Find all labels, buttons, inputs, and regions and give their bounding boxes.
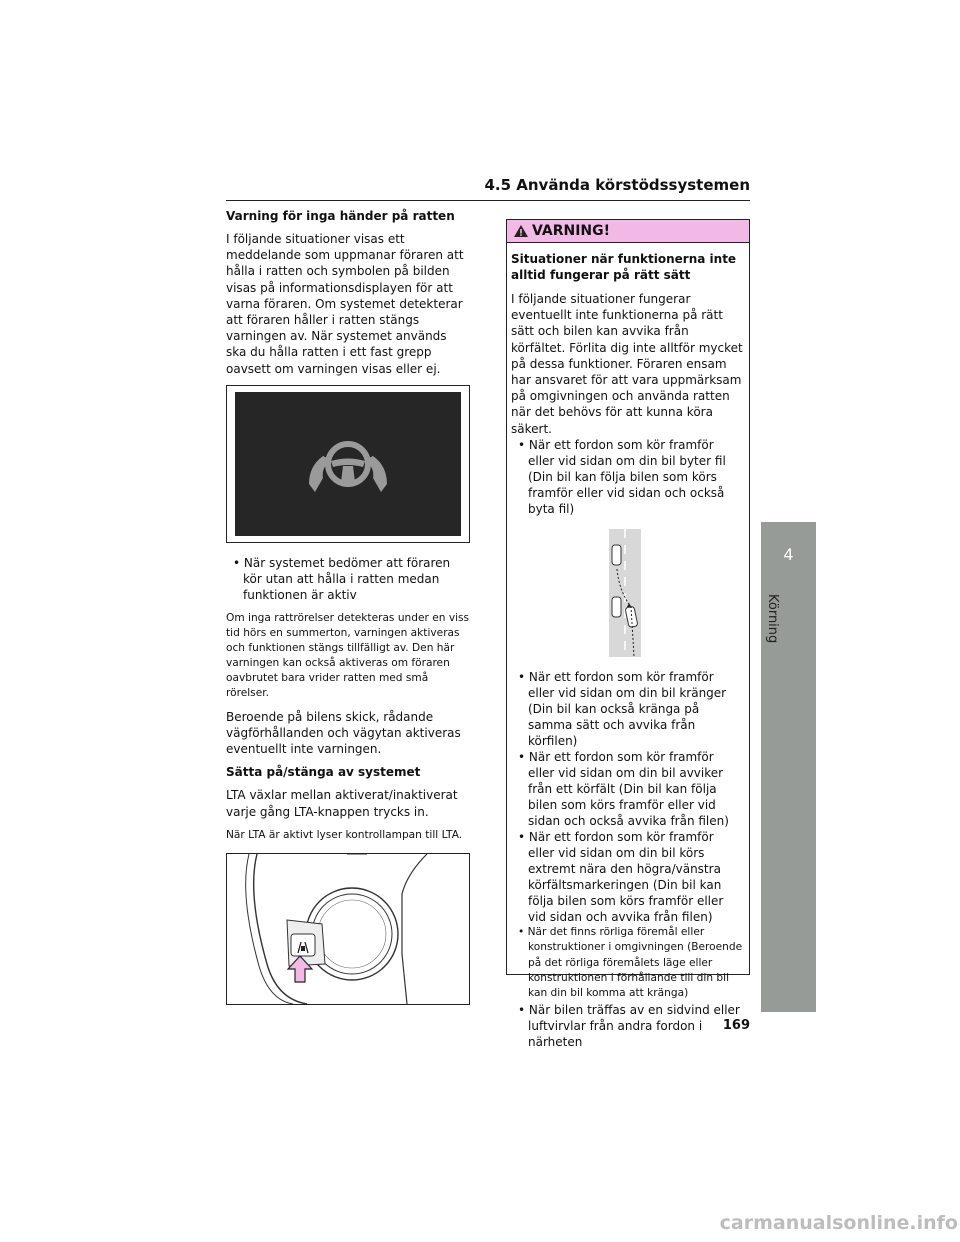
chapter-tab-label: Körning <box>765 594 780 644</box>
section-title: 4.5 Använda körstödssystemen <box>484 176 750 194</box>
figure-lane-change <box>609 529 641 657</box>
bullet-system-judges: • När systemet bedömer att föraren kör utan att hålla i ratten medan funktionen är aktiv <box>233 555 451 602</box>
heading-on-off: Sätta på/stänga av systemet <box>226 765 421 780</box>
note-lta-lamp: När LTA är aktivt lyser kontrollampan till LTA. <box>226 828 463 841</box>
left-column <box>226 209 470 1005</box>
lane-change-illustration <box>609 529 641 657</box>
paragraph-lta-toggle: LTA växlar mellan aktiverat/inaktiverat varje gång LTA-knappen trycks in. <box>226 788 458 819</box>
warning-triangle-icon <box>513 224 529 238</box>
press-arrow-icon <box>287 955 313 983</box>
figure-hands-on-wheel <box>226 385 470 543</box>
header-divider <box>226 200 750 201</box>
heading-no-hands: Varning för inga händer på ratten <box>226 209 455 223</box>
lta-button-icon <box>295 940 311 954</box>
warning-body <box>507 243 749 1050</box>
hands-on-steering-wheel-icon <box>303 434 393 500</box>
warning-bullet-close-to-marking: • När ett fordon som kör framför eller vid sidan om din bil körs extremt nära den högra/vänstra körfältsmarkeringen (Din bil kan följa bilen som körs framför eller vid sidan och avvika från filen) <box>518 829 724 924</box>
warning-title: VARNING! <box>532 223 611 239</box>
warning-bullet-swerve: • När ett fordon som kör framför eller vid sidan om din bil kränger (Din bil kan också kränga på samma sätt och avvika från körfilen) <box>518 669 727 748</box>
warning-bullet-moving-objects: • När det finns rörliga föremål eller konstruktioner i omgivningen (Beroende på det rörliga föremålets läge eller konstruktionen i förhållande till din bil kan din bil komma att kränga) <box>518 925 743 1000</box>
chapter-tab-number: 4 <box>761 522 816 586</box>
warning-bullet-deviate: • När ett fordon som kör framför eller vid sidan om din bil avviker från ett körfält (Din bil kan följa bilen som körs framför eller vid sidan och också avvika från filen) <box>518 749 729 828</box>
steering-wheel-illustration <box>227 854 469 1004</box>
warning-intro: I följande situationer fungerar eventuellt inte funktionerna på rätt sätt och bilen kan avvika från körfältet. Förlita dig inte alltför mycket på dessa funktioner. Föraren ensam har ansvaret för att vara uppmärksam på omgivningen och använda ratten när det behövs för att kunna köra säkert. <box>511 292 743 436</box>
page-number: 169 <box>722 1018 750 1033</box>
watermark: carmanualsonline.info <box>719 1212 958 1234</box>
warning-bullet-lane-change: • När ett fordon som kör framför eller vid sidan om din bil byter fil (Din bil kan följa bilen som körs framför eller vid sidan och också byta fil) <box>518 437 726 516</box>
warning-bullet-crosswind: • När bilen träffas av en sidvind eller luftvirvlar från andra fordon i närheten <box>518 1002 740 1049</box>
paragraph-conditions: Beroende på bilens skick, rådande vägförhållanden och vägytan aktiveras eventuellt inte varningen. <box>226 709 461 757</box>
warning-header <box>507 220 749 243</box>
paragraph-no-hands: I följande situationer visas ett meddelande som uppmanar föraren att hålla i ratten och symbolen på bilden visas på informationsdisplayen för att varna föraren. Om systemet detekterar att föraren håller i ratten stängs varningen av. När systemet används ska du hålla ratten i ett fast grepp oavsett om varningen visas eller ej. <box>226 232 464 376</box>
figure-lta-button <box>226 853 470 1005</box>
note-no-steering: Om inga rattrörelser detekteras under en viss tid hörs en summerton, varningen aktiveras och funktionen stängs tillfälligt av. Den här varningen kan också aktiveras om föraren oavbrutet bara vrider ratten med små rörelser. <box>226 611 470 699</box>
warning-heading: Situationer när funktionerna inte alltid fungerar på rätt sätt <box>511 252 737 282</box>
information-display <box>235 392 461 536</box>
